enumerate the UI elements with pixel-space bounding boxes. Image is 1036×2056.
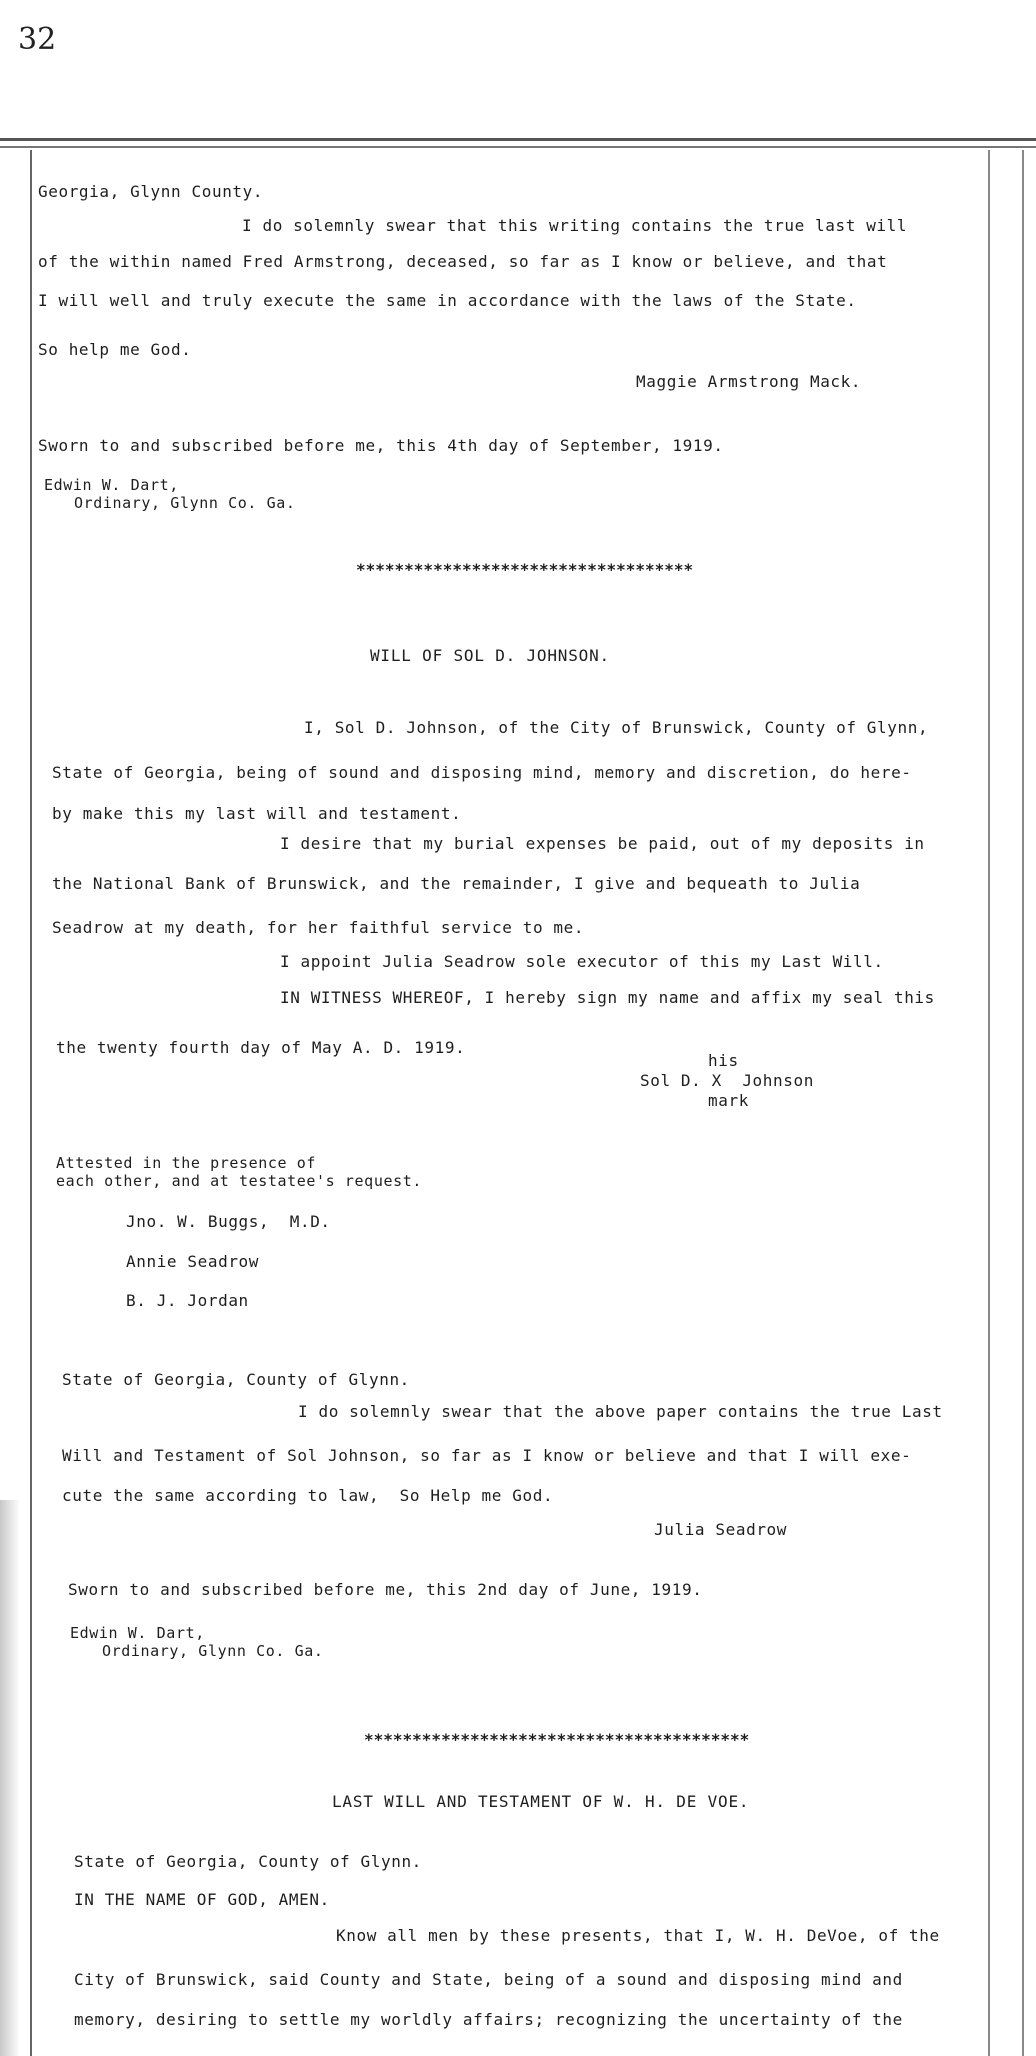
separator: *********************************** (356, 560, 694, 579)
sworn-statement: Sworn to and subscribed before me, this 4th day of September, 1919. (38, 436, 724, 455)
will-heading: State of Georgia, County of Glynn. (74, 1852, 422, 1871)
oath-heading: State of Georgia, County of Glynn. (62, 1370, 410, 1389)
official-name: Edwin W. Dart, (70, 1624, 205, 1642)
testator-mark-signature: Sol D. X Johnson (640, 1071, 814, 1090)
oath-signature: Maggie Armstrong Mack. (636, 372, 862, 391)
mark-word: mark (708, 1091, 749, 1110)
attestation-line: Attested in the presence of (56, 1154, 317, 1172)
oath-line: I do solemnly swear that this writing contains the true last will (242, 216, 908, 235)
will-line: IN WITNESS WHEREOF, I hereby sign my name and affix my seal this (280, 988, 935, 1007)
will-line: memory, desiring to settle my worldly affairs; recognizing the uncertainty of the (74, 2010, 903, 2029)
oath-line: I do solemnly swear that the above paper contains the true Last (298, 1402, 943, 1421)
oath-line: So help me God. (38, 340, 192, 359)
oath-line: Will and Testament of Sol Johnson, so far as I know or believe and that I will exe- (62, 1446, 912, 1465)
top-rule (0, 138, 1036, 141)
will-line: I appoint Julia Seadrow sole executor of this my Last Will. (280, 952, 884, 971)
oath-heading: Georgia, Glynn County. (38, 182, 264, 201)
will-line: I desire that my burial expenses be paid, out of my deposits in (280, 834, 925, 853)
witness-name: B. J. Jordan (126, 1291, 249, 1310)
left-margin-line (30, 150, 32, 2056)
oath-signature: Julia Seadrow (654, 1520, 788, 1539)
attestation-line: each other, and at testatee's request. (56, 1172, 422, 1190)
right-margin-line (988, 150, 990, 2056)
will-line: the National Bank of Brunswick, and the remainder, I give and bequeath to Julia (52, 874, 861, 893)
will-line: Seadrow at my death, for her faithful service to me. (52, 918, 585, 937)
oath-line: I will well and truly execute the same in accordance with the laws of the State. (38, 291, 857, 310)
oath-line: cute the same according to law, So Help me God. (62, 1486, 554, 1505)
scan-shadow (0, 1500, 20, 2056)
will-title: LAST WILL AND TESTAMENT OF W. H. DE VOE. (332, 1792, 750, 1811)
will-line: State of Georgia, being of sound and disposing mind, memory and discretion, do here- (52, 763, 912, 782)
top-rule-secondary (0, 146, 1036, 148)
will-line: the twenty fourth day of May A. D. 1919. (56, 1038, 466, 1057)
official-title: Ordinary, Glynn Co. Ga. (102, 1642, 324, 1660)
separator: **************************************** (364, 1730, 750, 1749)
will-title: WILL OF SOL D. JOHNSON. (370, 646, 610, 665)
witness-name: Annie Seadrow (126, 1252, 260, 1271)
will-invocation: IN THE NAME OF GOD, AMEN. (74, 1890, 330, 1909)
official-name: Edwin W. Dart, (44, 476, 179, 494)
page-edge-line (1022, 150, 1024, 2056)
oath-line: of the within named Fred Armstrong, deceased, so far as I know or believe, and that (38, 252, 888, 271)
witness-name: Jno. W. Buggs, M.D. (126, 1212, 331, 1231)
sworn-statement: Sworn to and subscribed before me, this 2nd day of June, 1919. (68, 1580, 703, 1599)
will-line: I, Sol D. Johnson, of the City of Brunswick, County of Glynn, (304, 718, 929, 737)
official-title: Ordinary, Glynn Co. Ga. (74, 494, 296, 512)
will-line: Know all men by these presents, that I, W. H. DeVoe, of the (336, 1926, 940, 1945)
mark-his: his (708, 1051, 739, 1070)
will-line: by make this my last will and testament. (52, 804, 462, 823)
will-line: City of Brunswick, said County and State, being of a sound and disposing mind and (74, 1970, 903, 1989)
page-number: 32 (18, 22, 57, 57)
